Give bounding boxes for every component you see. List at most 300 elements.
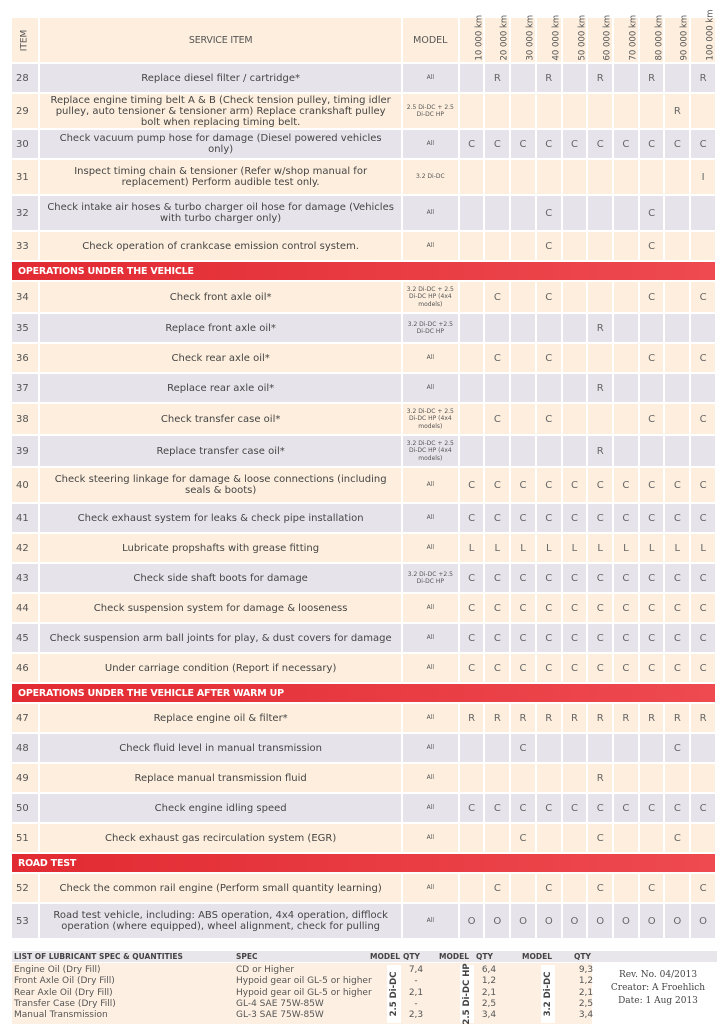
table-row: [12, 344, 715, 372]
header-interval: [691, 8, 716, 62]
item-number: 48: [12, 734, 38, 762]
qty-value: 2,1: [408, 987, 424, 998]
qty-column: [572, 965, 600, 1021]
service-description: Check side shaft boots for damage: [40, 564, 401, 592]
interval-mark: C: [588, 564, 612, 592]
item-number: 44: [12, 594, 38, 622]
interval-mark: [537, 824, 561, 852]
table-row: [12, 404, 715, 434]
interval-mark: R: [511, 704, 535, 732]
interval-mark: [485, 94, 509, 128]
interval-mark: [614, 232, 638, 260]
interval-mark: C: [511, 504, 535, 532]
interval-mark: C: [588, 654, 612, 682]
interval-mark: C: [640, 232, 664, 260]
interval-mark: C: [511, 734, 535, 762]
item-number: 33: [12, 232, 38, 260]
qty-value: 7,4: [408, 965, 424, 975]
item-number: 40: [12, 468, 38, 502]
service-description: Check exhaust system for leaks & check pipe installation: [40, 504, 401, 532]
interval-mark: O: [537, 904, 561, 938]
interval-mark: R: [588, 64, 612, 92]
section-title: ROAD TEST: [12, 854, 715, 872]
service-description: Lubricate propshafts with grease fitting: [40, 534, 401, 562]
interval-mark: [485, 314, 509, 342]
interval-mark: L: [640, 534, 664, 562]
interval-mark: C: [640, 654, 664, 682]
interval-mark: C: [665, 824, 689, 852]
interval-mark: C: [563, 794, 587, 822]
model-cell: 3.2 Di-DC +2.5 Di-DC HP: [403, 314, 458, 342]
interval-mark: C: [614, 504, 638, 532]
model-cell: All: [403, 904, 458, 938]
interval-mark: [563, 374, 587, 402]
interval-mark: [511, 196, 535, 230]
interval-mark: [460, 64, 484, 92]
item-number: 47: [12, 704, 38, 732]
service-description: Replace rear axle oil*: [40, 374, 401, 402]
service-description: Replace diesel filter / cartridge*: [40, 64, 401, 92]
model-cell: All: [403, 594, 458, 622]
model-label-3-2-di-dc: [541, 965, 555, 1023]
interval-mark: C: [588, 130, 612, 158]
header-model: MODEL: [403, 18, 458, 62]
interval-mark: [614, 94, 638, 128]
qty-value: 2,1: [578, 987, 594, 998]
service-schedule: [12, 8, 717, 940]
item-number: 32: [12, 196, 38, 230]
interval-mark: [563, 232, 587, 260]
interval-mark: [460, 344, 484, 372]
interval-mark: L: [665, 534, 689, 562]
item-number: 46: [12, 654, 38, 682]
interval-mark: [588, 734, 612, 762]
interval-mark: C: [460, 130, 484, 158]
model-name: 2.5 Di-DC HP: [462, 963, 472, 1025]
interval-mark: L: [563, 534, 587, 562]
interval-mark: C: [485, 282, 509, 312]
model-cell: 3.2 Di-DC + 2.5 Di-DC HP (4x4 models): [403, 404, 458, 434]
service-description: Inspect timing chain & tensioner (Refer w/shop manual for replacement) Perform audible test only.: [40, 160, 401, 194]
interval-mark: [691, 734, 715, 762]
interval-mark: [485, 196, 509, 230]
interval-mark: [614, 824, 638, 852]
model-label-2-5-di-dc: [387, 965, 401, 1023]
item-number: 31: [12, 160, 38, 194]
interval-mark: C: [537, 344, 561, 372]
interval-mark: [665, 404, 689, 434]
interval-mark: L: [588, 534, 612, 562]
interval-mark: L: [511, 534, 535, 562]
interval-mark: C: [537, 282, 561, 312]
qty-column: [402, 965, 430, 1021]
interval-mark: C: [640, 130, 664, 158]
service-description: Check suspension system for damage & looseness: [40, 594, 401, 622]
lubricant-item: Rear Axle Oil (Dry Fill): [14, 987, 113, 998]
interval-mark: R: [691, 64, 715, 92]
service-description: Replace manual transmission fluid: [40, 764, 401, 792]
model-header: MODEL: [439, 952, 469, 961]
section-header: [12, 684, 715, 702]
table-row: [12, 824, 715, 852]
interval-mark: C: [511, 468, 535, 502]
interval-mark: [537, 734, 561, 762]
interval-mark: C: [485, 344, 509, 372]
interval-mark: C: [588, 504, 612, 532]
interval-mark: [563, 404, 587, 434]
interval-mark: [537, 374, 561, 402]
interval-mark: C: [640, 594, 664, 622]
interval-mark: L: [485, 534, 509, 562]
interval-mark: R: [460, 704, 484, 732]
table-row: [12, 160, 715, 194]
interval-mark: [691, 196, 715, 230]
table-row: [12, 94, 715, 128]
interval-mark: [614, 344, 638, 372]
interval-mark: [563, 734, 587, 762]
interval-mark: [537, 160, 561, 194]
interval-mark: O: [511, 904, 535, 938]
qty-header: QTY: [403, 952, 420, 961]
interval-mark: [511, 374, 535, 402]
interval-mark: C: [665, 564, 689, 592]
interval-mark: R: [614, 704, 638, 732]
interval-mark: [665, 764, 689, 792]
model-cell: All: [403, 64, 458, 92]
interval-mark: C: [563, 468, 587, 502]
header-interval: [460, 14, 485, 62]
interval-mark: [614, 874, 638, 902]
interval-mark: O: [588, 904, 612, 938]
interval-mark: C: [485, 564, 509, 592]
model-cell: All: [403, 196, 458, 230]
table-row: [12, 624, 715, 652]
interval-mark: [665, 344, 689, 372]
model-cell: All: [403, 624, 458, 652]
interval-mark: C: [537, 130, 561, 158]
interval-mark: C: [691, 404, 715, 434]
interval-mark: C: [640, 344, 664, 372]
interval-mark: [563, 64, 587, 92]
interval-mark: C: [460, 794, 484, 822]
table-row: [12, 232, 715, 260]
interval-mark: C: [640, 504, 664, 532]
item-number: 53: [12, 904, 38, 938]
interval-mark: C: [640, 404, 664, 434]
interval-mark: [563, 824, 587, 852]
interval-mark: C: [640, 874, 664, 902]
interval-mark: C: [460, 564, 484, 592]
interval-mark: C: [537, 404, 561, 434]
interval-mark: C: [640, 794, 664, 822]
qty-value: -: [414, 976, 418, 987]
interval-mark: C: [640, 624, 664, 652]
interval-mark: C: [537, 468, 561, 502]
interval-mark: [665, 160, 689, 194]
interval-mark: C: [485, 404, 509, 434]
interval-mark: [614, 436, 638, 466]
qty-value: 2,1: [481, 987, 497, 998]
interval-mark: [460, 282, 484, 312]
interval-mark: C: [563, 594, 587, 622]
interval-mark: C: [537, 504, 561, 532]
interval-mark: [614, 64, 638, 92]
interval-mark: [485, 734, 509, 762]
interval-mark: R: [588, 704, 612, 732]
service-description: Under carriage condition (Report if necessary): [40, 654, 401, 682]
header-interval: [485, 14, 510, 62]
item-number: 29: [12, 94, 38, 128]
service-description: Check rear axle oil*: [40, 344, 401, 372]
revision-block: [602, 965, 714, 1023]
interval-mark: [537, 314, 561, 342]
interval-mark: [563, 436, 587, 466]
item-number: 39: [12, 436, 38, 466]
interval-mark: C: [563, 624, 587, 652]
lubricant-spec: GL-3 SAE 75W-85W: [236, 1010, 324, 1021]
interval-mark: C: [691, 130, 715, 158]
header-interval: [537, 14, 562, 62]
model-cell: All: [403, 794, 458, 822]
interval-mark: R: [537, 64, 561, 92]
interval-mark: [640, 436, 664, 466]
interval-mark: C: [563, 654, 587, 682]
interval-mark: [614, 314, 638, 342]
section-header: [12, 262, 715, 280]
interval-mark: [614, 196, 638, 230]
service-description: Check front axle oil*: [40, 282, 401, 312]
interval-mark: C: [485, 468, 509, 502]
interval-mark: C: [511, 594, 535, 622]
interval-mark: C: [614, 624, 638, 652]
model-cell: All: [403, 534, 458, 562]
model-cell: All: [403, 764, 458, 792]
qty-value: 1,2: [578, 976, 594, 987]
interval-mark: [460, 764, 484, 792]
item-number: 52: [12, 874, 38, 902]
interval-mark: C: [665, 734, 689, 762]
table-row: [12, 468, 715, 502]
model-name: 2.5 Di-DC: [389, 971, 399, 1017]
qty-header: QTY: [476, 952, 493, 961]
interval-mark: [640, 734, 664, 762]
interval-mark: C: [640, 468, 664, 502]
table-row: [12, 130, 715, 158]
lubricant-title: LIST OF LUBRICANT SPEC & QUANTITIES: [14, 952, 183, 961]
interval-mark: [640, 94, 664, 128]
interval-mark: [485, 436, 509, 466]
interval-mark: [588, 232, 612, 260]
interval-mark: [640, 764, 664, 792]
interval-mark: [640, 374, 664, 402]
interval-mark: R: [665, 704, 689, 732]
interval-mark: C: [691, 624, 715, 652]
interval-mark: [614, 764, 638, 792]
interval-mark: C: [691, 654, 715, 682]
interval-mark: C: [588, 874, 612, 902]
item-number: 30: [12, 130, 38, 158]
qty-value: 1,2: [481, 976, 497, 987]
interval-mark: [511, 314, 535, 342]
interval-mark: [511, 764, 535, 792]
interval-mark: C: [691, 594, 715, 622]
interval-mark: [563, 344, 587, 372]
interval-mark: [691, 824, 715, 852]
service-description: Check transfer case oil*: [40, 404, 401, 434]
interval-mark: C: [485, 794, 509, 822]
interval-mark: C: [691, 344, 715, 372]
interval-mark: [511, 94, 535, 128]
qty-value: 2,5: [578, 998, 594, 1009]
service-description: Check operation of crankcase emission control system.: [40, 232, 401, 260]
model-name: 3.2 Di-DC: [543, 971, 553, 1017]
interval-mark: [511, 344, 535, 372]
interval-mark: [665, 314, 689, 342]
interval-mark: C: [691, 874, 715, 902]
interval-mark: R: [691, 704, 715, 732]
interval-mark: [460, 824, 484, 852]
table-row: [12, 764, 715, 792]
interval-mark: C: [511, 824, 535, 852]
interval-mark: O: [563, 904, 587, 938]
interval-mark: C: [563, 564, 587, 592]
qty-value: 9,3: [578, 965, 594, 975]
interval-mark: C: [511, 624, 535, 652]
interval-mark: C: [588, 468, 612, 502]
interval-mark: R: [485, 704, 509, 732]
interval-mark: C: [614, 564, 638, 592]
interval-mark: C: [485, 654, 509, 682]
table-row: [12, 654, 715, 682]
interval-mark: [460, 232, 484, 260]
interval-mark: [485, 374, 509, 402]
interval-mark: C: [640, 196, 664, 230]
interval-mark: R: [588, 436, 612, 466]
interval-label: 80 000 km: [654, 14, 665, 60]
lubricant-specs: [236, 965, 372, 1021]
section-title: OPERATIONS UNDER THE VEHICLE AFTER WARM UP: [12, 684, 715, 702]
interval-mark: C: [537, 232, 561, 260]
lubricant-item: Front Axle Oil (Dry Fill): [14, 976, 115, 987]
interval-mark: C: [640, 282, 664, 312]
interval-mark: C: [691, 564, 715, 592]
interval-mark: O: [691, 904, 715, 938]
qty-value: 6,4: [481, 965, 497, 975]
interval-mark: R: [588, 764, 612, 792]
interval-mark: [460, 160, 484, 194]
model-header: MODEL: [370, 952, 400, 961]
interval-mark: C: [537, 564, 561, 592]
service-description: Check intake air hoses & turbo charger oil hose for damage (Vehicles with turbo charger only): [40, 196, 401, 230]
qty-value: -: [414, 998, 418, 1009]
interval-mark: C: [511, 564, 535, 592]
model-cell: All: [403, 874, 458, 902]
interval-mark: [511, 232, 535, 260]
interval-mark: [511, 404, 535, 434]
model-cell: All: [403, 130, 458, 158]
service-description: Replace front axle oil*: [40, 314, 401, 342]
interval-label: 60 000 km: [602, 14, 613, 60]
interval-mark: [588, 160, 612, 194]
interval-mark: C: [665, 504, 689, 532]
interval-mark: [511, 282, 535, 312]
item-number: 37: [12, 374, 38, 402]
interval-mark: O: [460, 904, 484, 938]
interval-mark: C: [614, 594, 638, 622]
interval-mark: C: [460, 654, 484, 682]
lubricant-spec: Hypoid gear oil GL-5 or higher: [236, 987, 372, 998]
table-row: [12, 534, 715, 562]
interval-mark: R: [563, 704, 587, 732]
service-description: Check exhaust gas recirculation system (EGR): [40, 824, 401, 852]
service-description: Check fluid level in manual transmission: [40, 734, 401, 762]
model-cell: 3.2 Di-DC +2.5 Di-DC HP: [403, 564, 458, 592]
item-number: 38: [12, 404, 38, 434]
interval-mark: [485, 232, 509, 260]
lubricant-item: Manual Transmission: [14, 1010, 108, 1021]
model-cell: All: [403, 504, 458, 532]
interval-mark: C: [614, 130, 638, 158]
interval-mark: C: [665, 794, 689, 822]
interval-mark: C: [485, 504, 509, 532]
table-row: [12, 704, 715, 732]
interval-mark: [665, 64, 689, 92]
interval-mark: C: [614, 794, 638, 822]
interval-mark: [640, 824, 664, 852]
interval-mark: [665, 374, 689, 402]
header-item-label: ITEM: [19, 29, 30, 51]
model-cell: All: [403, 232, 458, 260]
item-number: 42: [12, 534, 38, 562]
model-header: MODEL: [522, 952, 552, 961]
interval-mark: [614, 374, 638, 402]
model-cell: 3.2 Di-DC + 2.5 Di-DC HP (4x4 models): [403, 282, 458, 312]
interval-mark: O: [485, 904, 509, 938]
header-service-item: SERVICE ITEM: [40, 18, 401, 62]
interval-mark: C: [588, 794, 612, 822]
interval-label: 70 000 km: [628, 14, 639, 60]
header-interval: [614, 14, 639, 62]
service-description: Check the common rail engine (Perform small quantity learning): [40, 874, 401, 902]
interval-mark: C: [691, 282, 715, 312]
item-number: 34: [12, 282, 38, 312]
table-row: [12, 314, 715, 342]
interval-mark: [511, 436, 535, 466]
service-description: Replace transfer case oil*: [40, 436, 401, 466]
model-cell: 3.2 Di-DC + 2.5 Di-DC HP (4x4 models): [403, 436, 458, 466]
interval-mark: C: [511, 794, 535, 822]
interval-mark: C: [537, 874, 561, 902]
interval-mark: C: [588, 624, 612, 652]
revision-date: Date: 1 Aug 2013: [618, 996, 698, 1006]
service-description: Road test vehicle, including: ABS operation, 4x4 operation, difflock operation (where equipped), wheel alignment, check for pulling: [40, 904, 401, 938]
header-interval: [665, 14, 690, 62]
model-cell: 2.5 Di-DC + 2.5 Di-DC HP: [403, 94, 458, 128]
interval-mark: [588, 344, 612, 372]
model-cell: All: [403, 344, 458, 372]
interval-mark: C: [485, 130, 509, 158]
interval-mark: R: [640, 64, 664, 92]
interval-mark: [511, 64, 535, 92]
interval-mark: C: [691, 794, 715, 822]
interval-mark: C: [537, 654, 561, 682]
interval-mark: C: [537, 624, 561, 652]
interval-mark: C: [511, 130, 535, 158]
interval-mark: [511, 160, 535, 194]
interval-mark: [563, 196, 587, 230]
interval-mark: [691, 764, 715, 792]
interval-mark: [537, 436, 561, 466]
